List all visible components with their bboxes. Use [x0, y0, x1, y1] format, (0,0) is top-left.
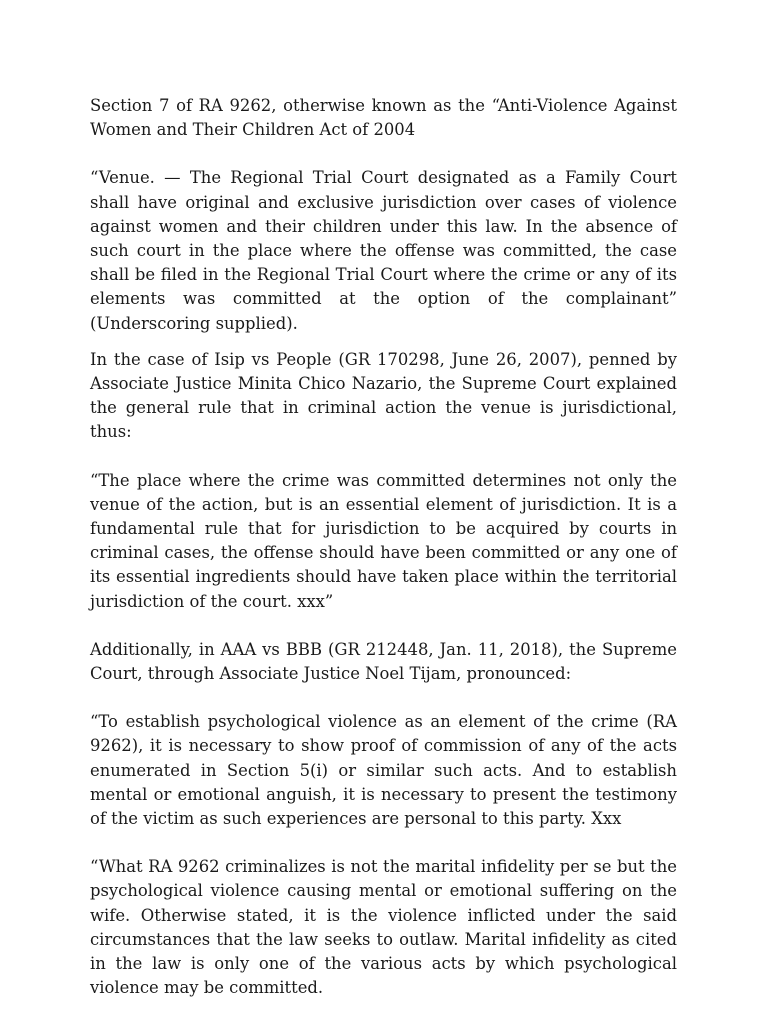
- paragraph-section-7-intro: Section 7 of RA 9262, otherwise known as the “Anti-Violence Against Women and Their Children Act of 2004: [90, 96, 677, 140]
- paragraph-isip-quote: “The place where the crime was committed determines not only the venue of the action, but is an essential element of jurisdiction. It is a fundamental rule that for jurisdiction to be acquired by courts in criminal cases, the offense should have been committed or any one of its essential ingredients should have taken place within the territorial jurisdiction of the court. xxx”: [90, 470, 677, 611]
- paragraph-isip-vs-people: In the case of Isip vs People (GR 170298, June 26, 2007), penned by Associate Justice Minita Chico Nazario, the Supreme Court explained the general rule that in criminal action the venue is jurisdictional, thus:: [90, 349, 677, 442]
- document-page: [90, 94, 677, 1001]
- paragraph-aaa-vs-bbb: Additionally, in AAA vs BBB (GR 212448, Jan. 11, 2018), the Supreme Court, through Associate Justice Noel Tijam, pronounced:: [90, 639, 677, 684]
- paragraph-psychological-violence-quote: “To establish psychological violence as an element of the crime (RA 9262), it is necessary to show proof of commission of any of the acts enumerated in Section 5(i) or similar such acts. And to establish mental or emotional anguish, it is necessary to present the testimony of the victim as such experiences are personal to this party. Xxx: [90, 712, 677, 829]
- paragraph-venue-quote: “Venue. — The Regional Trial Court designated as a Family Court shall have original and exclusive jurisdiction over cases of violence against women and their children under this law. In the absence of such court in the place where the offense was committed, the case shall be filed in the Regional Trial Court where the crime or any of its elements was committed at the option of the complainant” (Underscoring supplied).: [90, 168, 677, 333]
- paragraph-marital-infidelity-quote: “What RA 9262 criminalizes is not the marital infidelity per se but the psychological violence causing mental or emotional suffering on the wife. Otherwise stated, it is the violence inflicted under the said circumstances that the law seeks to outlaw. Marital infidelity as cited in the law is only one of the various acts by which psychological violence may be committed.: [90, 857, 677, 998]
